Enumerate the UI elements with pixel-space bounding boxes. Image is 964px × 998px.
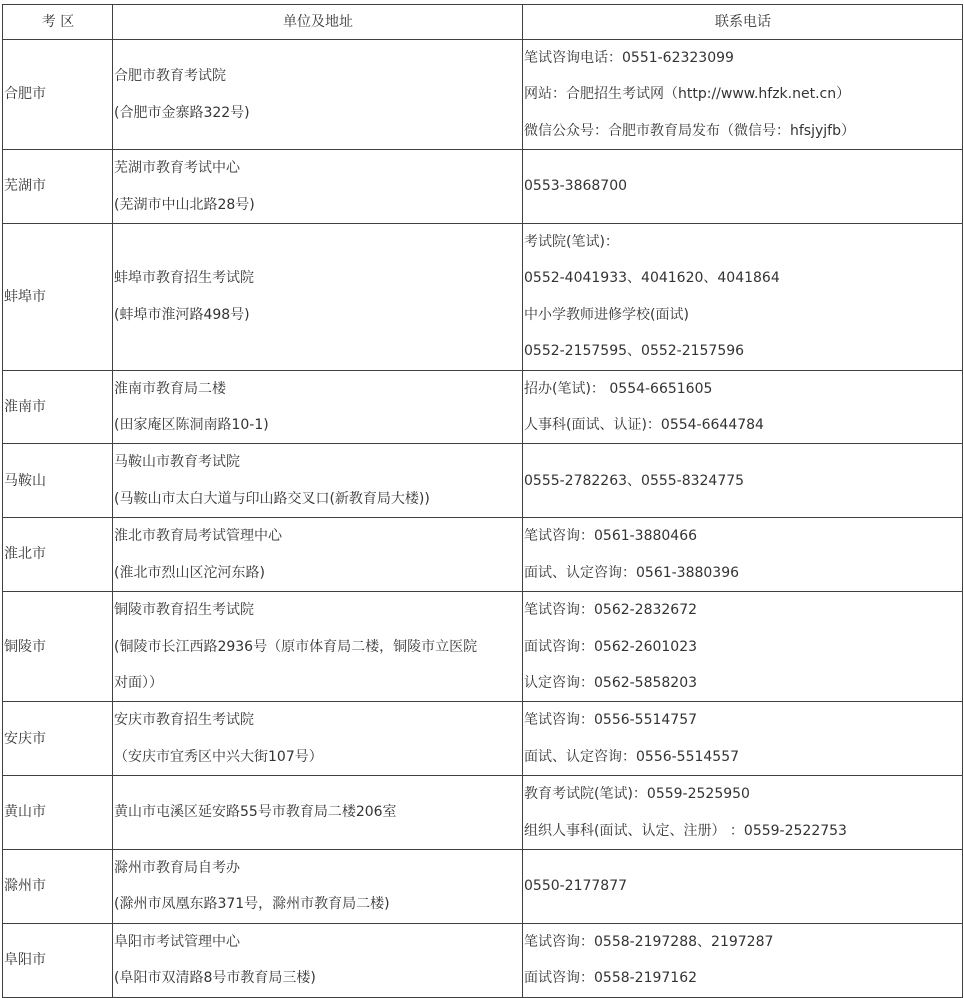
unit-line: (蚌埠市淮河路498号) xyxy=(114,306,250,323)
table-row xyxy=(3,370,963,444)
header-region: 考 区 xyxy=(3,5,113,40)
unit-cell xyxy=(113,40,523,150)
table-row xyxy=(3,776,963,850)
unit-line: (滁州市凤凰东路371号，滁州市教育局二楼) xyxy=(114,896,390,913)
table-row xyxy=(3,702,963,776)
phone-cell xyxy=(523,40,963,150)
table-row xyxy=(3,444,963,518)
unit-line: 铜陵市教育招生考试院 xyxy=(114,602,254,619)
table-row xyxy=(3,849,963,923)
phone-cell xyxy=(523,592,963,702)
unit-line: (铜陵市长江西路2936号（原市体育局二楼，铜陵市立医院 xyxy=(114,638,478,655)
phone-line: 认定咨询：0562-5858203 xyxy=(524,674,698,691)
unit-line: 阜阳市考试管理中心 xyxy=(114,933,240,950)
unit-cell xyxy=(113,224,523,371)
unit-line: (田家庵区陈洞南路10-1) xyxy=(114,417,269,434)
phone-line: 组织人事科(面试、认定、注册） ：0559-2522753 xyxy=(524,822,847,839)
region-cell: 滁州市 xyxy=(3,849,113,923)
phone-line: 0550-2177877 xyxy=(524,878,628,895)
phone-line: 微信公众号：合肥市教育局发布（微信号：hfsjyjfb） xyxy=(524,122,855,139)
phone-line: 笔试咨询：0561-3880466 xyxy=(524,528,698,545)
phone-cell xyxy=(523,849,963,923)
phone-cell xyxy=(523,150,963,224)
phone-line: 0553-3868700 xyxy=(524,178,628,195)
table-row xyxy=(3,592,963,702)
phone-line: 笔试咨询：0562-2832672 xyxy=(524,602,698,619)
unit-cell xyxy=(113,776,523,850)
region-cell: 阜阳市 xyxy=(3,923,113,997)
table-row xyxy=(3,923,963,997)
phone-line: 0552-4041933、4041620、4041864 xyxy=(524,270,780,287)
phone-cell xyxy=(523,224,963,371)
region-cell: 安庆市 xyxy=(3,702,113,776)
phone-cell xyxy=(523,702,963,776)
phone-cell xyxy=(523,923,963,997)
table-row xyxy=(3,224,963,371)
unit-cell xyxy=(113,150,523,224)
header-phone: 联系电话 xyxy=(523,5,963,40)
unit-line: 淮南市教育局二楼 xyxy=(114,380,226,397)
unit-cell xyxy=(113,849,523,923)
unit-cell xyxy=(113,444,523,518)
phone-line: 面试咨询：0562-2601023 xyxy=(524,638,698,655)
region-cell: 蚌埠市 xyxy=(3,224,113,371)
unit-line: 对面）） xyxy=(114,674,163,691)
phone-line: 0552-2157595、0552-2157596 xyxy=(524,343,745,360)
phone-line: 网站：合肥招生考试网（http://www.hfzk.net.cn） xyxy=(524,86,851,103)
phone-line: 中小学教师进修学校(面试) xyxy=(524,306,689,323)
phone-cell xyxy=(523,776,963,850)
unit-line: 马鞍山市教育考试院 xyxy=(114,454,240,471)
unit-line: (马鞍山市太白大道与印山路交叉口(新教育局大楼)) xyxy=(114,490,430,507)
unit-line: (芜湖市中山北路28号) xyxy=(114,196,255,213)
region-cell: 马鞍山 xyxy=(3,444,113,518)
phone-line: 笔试咨询电话：0551-62323099 xyxy=(524,50,734,66)
phone-line: 考试院(笔试)： xyxy=(524,234,619,251)
table-body xyxy=(3,40,963,998)
phone-cell xyxy=(523,444,963,518)
unit-line: （安庆市宜秀区中兴大街107号） xyxy=(114,748,323,765)
region-cell: 黄山市 xyxy=(3,776,113,850)
phone-line: 面试咨询：0558-2197162 xyxy=(524,970,698,987)
phone-cell xyxy=(523,370,963,444)
unit-line: (合肥市金寨路322号) xyxy=(114,104,250,121)
unit-line: 淮北市教育局考试管理中心 xyxy=(114,528,282,545)
phone-line: 面试、认定咨询：0561-3880396 xyxy=(524,564,740,581)
phone-line: 笔试咨询：0556-5514757 xyxy=(524,712,698,729)
phone-line: 招办(笔试)： 0554-6651605 xyxy=(524,380,713,397)
contact-table xyxy=(2,4,963,998)
unit-line: 安庆市教育招生考试院 xyxy=(114,712,254,729)
table-row xyxy=(3,150,963,224)
region-cell: 淮北市 xyxy=(3,518,113,592)
unit-line: 黄山市屯溪区延安路55号市教育局二楼206室 xyxy=(114,804,397,821)
phone-line: 0555-2782263、0555-8324775 xyxy=(524,472,745,489)
phone-line: 人事科(面试、认证)：0554-6644784 xyxy=(524,417,764,434)
table-row xyxy=(3,518,963,592)
table-row xyxy=(3,40,963,150)
unit-line: (淮北市烈山区沱河东路) xyxy=(114,564,265,581)
unit-cell xyxy=(113,702,523,776)
region-cell: 合肥市 xyxy=(3,40,113,150)
table-header-row xyxy=(3,5,963,40)
unit-line: 芜湖市教育考试中心 xyxy=(114,160,240,177)
phone-line: 面试、认定咨询：0556-5514557 xyxy=(524,748,740,765)
phone-cell xyxy=(523,518,963,592)
region-cell: 芜湖市 xyxy=(3,150,113,224)
unit-line: (阜阳市双清路8号市教育局三楼) xyxy=(114,970,316,987)
unit-line: 合肥市教育考试院 xyxy=(114,68,226,85)
unit-cell xyxy=(113,923,523,997)
phone-line: 教育考试院(笔试)：0559-2525950 xyxy=(524,786,750,803)
phone-line: 笔试咨询：0558-2197288、2197287 xyxy=(524,933,774,950)
region-cell: 铜陵市 xyxy=(3,592,113,702)
unit-line: 蚌埠市教育招生考试院 xyxy=(114,270,254,287)
unit-cell xyxy=(113,518,523,592)
region-cell: 淮南市 xyxy=(3,370,113,444)
unit-cell xyxy=(113,370,523,444)
unit-line: 滁州市教育局自考办 xyxy=(114,859,240,876)
unit-cell xyxy=(113,592,523,702)
header-unit: 单位及地址 xyxy=(113,5,523,40)
